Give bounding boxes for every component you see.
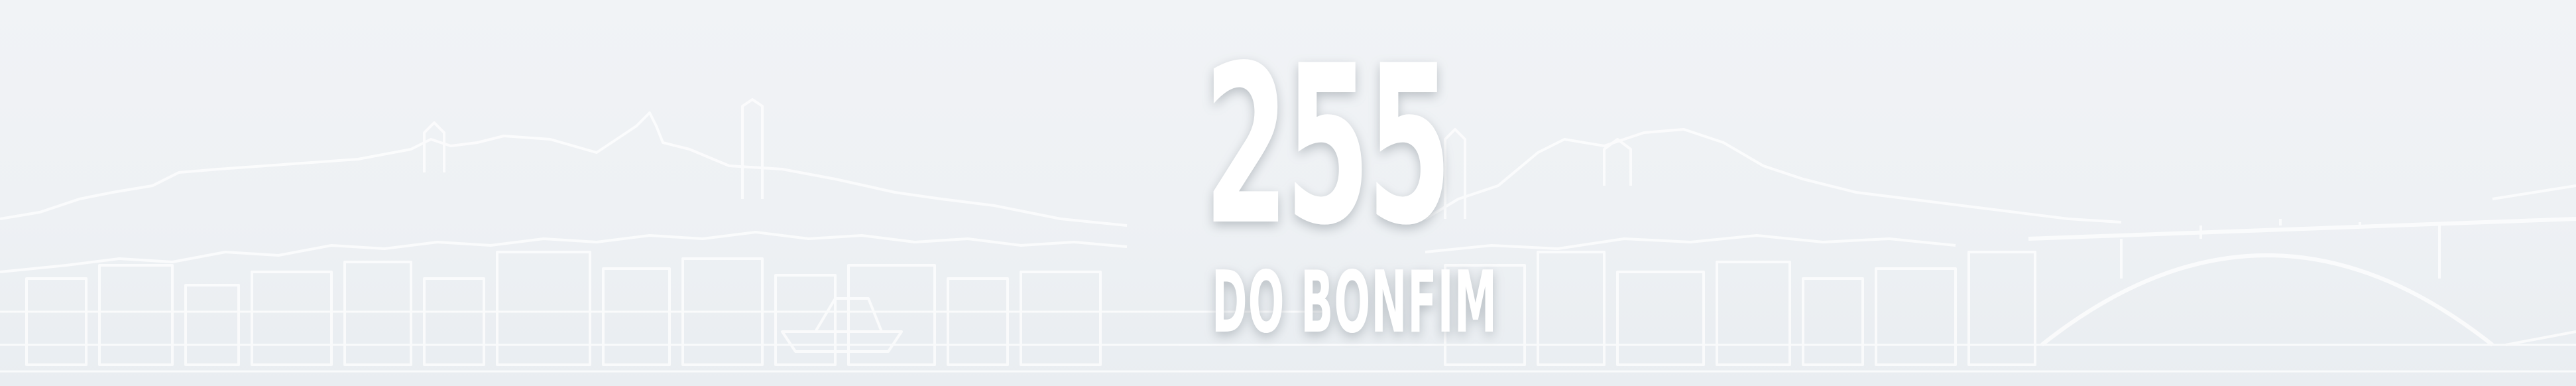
logo-subtitle: DO BONFIM	[1212, 253, 1498, 352]
building-logo	[1153, 19, 1498, 352]
logo-number: 255	[1204, 19, 1449, 273]
